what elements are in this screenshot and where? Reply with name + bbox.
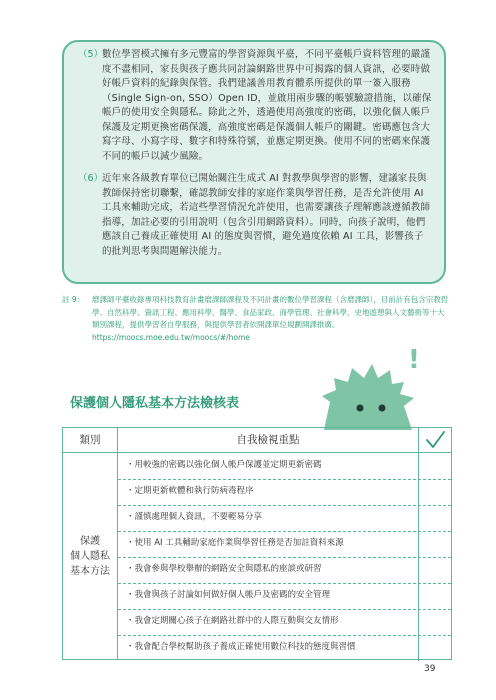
checklist-item: ・用較強的密碼以強化個人帳戶保護並定期更新密碼 — [126, 460, 322, 470]
checklist-item: ・我會定期關心孩子在網路社群中的人際互動與交友情形 — [126, 616, 339, 626]
checklist-item: ・我會配合學校幫助孩子養成正確使用數位科技的態度與習慣 — [126, 642, 356, 652]
mascot-body — [322, 364, 414, 430]
checklist-title: 保護個人隱私基本方法檢核表 — [70, 396, 240, 411]
header-check — [419, 428, 451, 452]
note-paragraph-6 — [78, 172, 432, 259]
note-text: 數位學習模式擁有多元豐富的學習資源與平臺，不同平臺帳戶資料管理的嚴謹度不盡相同，家長與孩子應共同討論網路世界中可揭露的個人資訊，必要時做好帳戶資料的紀錄與保管。我們建議善用教育體系所提供的單一簽入服務（Single Sign-on, SSO）Open ID，並啟用兩步驟的帳號驗證措施，以確保帳戶的使用安全與隱私。除此之外，透過使用高強度的密碼，以強化個人帳戶保護及定期更換密碼保護，高強度密碼是保護個人帳戶的關鍵。密碼應包含大寫字母、小寫字母、數字和特殊符號，並應定期更換。使用不同的密碼來保護不同的帳戶以減少風險。 — [102, 49, 432, 162]
checklist-table — [62, 427, 452, 660]
table-row — [118, 583, 451, 610]
footnote-label: 註 9： — [62, 295, 85, 304]
exclamation-mark: ! — [408, 345, 420, 375]
table-row — [118, 609, 451, 636]
checklist-item: ・我會參與學校舉辦的網路安全與隱私的座談或研習 — [126, 564, 322, 574]
checklist-item: ・謹慎處理個人資訊，不要輕易分享 — [126, 512, 263, 522]
note-number: （5） — [78, 49, 104, 60]
table-row — [118, 453, 451, 480]
table-row — [118, 635, 451, 661]
mascot-eye-left — [357, 405, 364, 412]
checklist-item: ・使用 AI 工具輔助家庭作業與學習任務是否加註資料來源 — [126, 538, 344, 548]
note-number: （6） — [78, 173, 104, 184]
footnote — [62, 294, 450, 344]
header-self-check: 自我檢視重點 — [118, 428, 419, 452]
mascot-illustration — [320, 340, 440, 430]
table-row — [118, 479, 451, 506]
checkmark-icon — [419, 428, 451, 452]
mascot-eye-right — [379, 405, 386, 412]
page-number: 39 — [424, 664, 436, 674]
table-row — [118, 505, 451, 532]
category-label — [70, 534, 110, 579]
table-header — [63, 428, 451, 453]
category-cell — [63, 453, 118, 659]
notes-box — [62, 40, 446, 284]
note-text: 近年來各級教育單位已開始關注生成式 AI 對教學與學習的影響，建議家長與教師保持密切聯繫，確認教師安排的家庭作業與學習任務，是否允許使用 AI 工具來輔助完成，若這些學習情況允許使用，也需要讓孩子理解應該遵循教師指導，加註必要的引用說明（包含引用網路資料）。同時，向孩子說明，他們應該自己養成正確使用 AI 的態度與習慣，避免過度依賴 AI 工具，影響孩子的批判思考與問題解決能力。 — [102, 173, 431, 257]
note-paragraph-5 — [78, 48, 432, 164]
checklist-item: ・定期更新軟體和執行防病毒程序 — [126, 486, 254, 496]
footnote-text: 磨課師平臺收錄專項科技教育計畫磨課師課程及不同計畫的數位學習課程（含磨課師），目前計有包含宗教哲學、自然科學、資訊工程、應用科學、醫學、食品家政、商學管理、社會科學、史地遊憩與人文藝術等十大類別課程，提供學習者自學服務，與提供學習者依開課單位規劃開課推廣。https://moocs.moe.edu.tw/moocs/#/home — [92, 295, 449, 342]
header-category: 類別 — [63, 428, 118, 452]
table-row — [118, 531, 451, 558]
checklist-item: ・我會與孩子討論如何做好個人帳戶及密碼的安全管理 — [126, 590, 331, 600]
category-text: 保護 個人隱私 基本方法 — [70, 535, 110, 577]
table-row — [118, 557, 451, 584]
